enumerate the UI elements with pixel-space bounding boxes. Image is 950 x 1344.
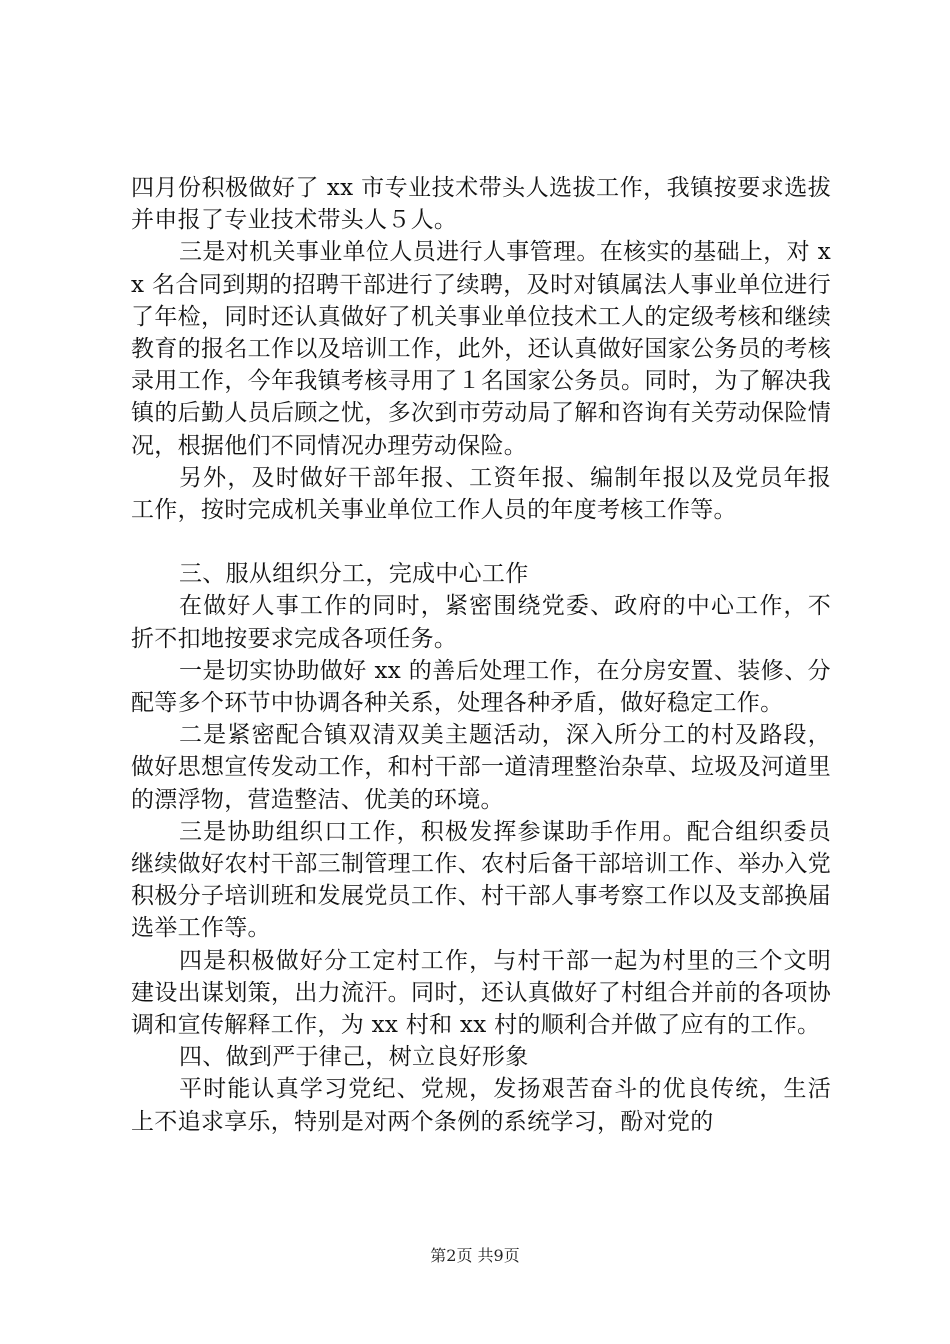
paragraph-9: 平时能认真学习党纪、党规，发扬艰苦奋斗的优良传统，生活上不追求享乐，特别是对两个条例的系统学习，酚对党的 — [131, 1076, 831, 1135]
paragraph-4: 在做好人事工作的同时，紧密围绕党委、政府的中心工作，不折不扣地按要求完成各项任务。 — [131, 593, 831, 652]
paragraph-1: 四月份积极做好了 xx 市专业技术带头人选拔工作，我镇按要求选拔并申报了专业技术带头人５人。 — [131, 175, 831, 234]
paragraph-8: 四是积极做好分工定村工作，与村干部一起为村里的三个文明建设出谋划策，出力流汗。同时，还认真做好了村组合并前的各项协调和宣传解释工作，为 xx 村和 xx 村的顺利合并做了应有的工作。 — [131, 947, 831, 1039]
section-heading-4: 四、做到严于律己，树立良好形象 — [179, 1044, 529, 1071]
page-number-footer: 第2页 共9页 — [430, 1246, 520, 1265]
paragraph-3: 另外，及时做好干部年报、工资年报、编制年报以及党员年报工作，按时完成机关事业单位工作人员的年度考核工作等。 — [131, 464, 831, 524]
paragraph-6: 二是紧密配合镇双清双美主题活动，深入所分工的村及路段，做好思想宣传发动工作，和村干部一道清理整治杂草、垃圾及河道里的漂浮物，营造整洁、优美的环境。 — [131, 722, 831, 813]
document-body — [131, 172, 831, 1138]
section-heading-3: 三、服从组织分工，完成中心工作 — [179, 561, 529, 588]
section-gap — [131, 526, 831, 558]
paragraph-2: 三是对机关事业单位人员进行人事管理。在核实的基础上，对 xx 名合同到期的招聘干部进行了续聘，及时对镇属法人事业单位进行了年检，同时还认真做好了机关事业单位技术工人的定级考核和继续教育的报名工作以及培训工作，此外，还认真做好国家公务员的考核录用工作，今年我镇考核寻用了１名国家公务员。同时，为了解决我镇的后勤人员后顾之忧，多次到市劳动局了解和咨询有关劳动保险情况，根据他们不同情况办理劳动保险。 — [131, 239, 831, 459]
paragraph-5: 一是切实协助做好 xx 的善后处理工作，在分房安置、装修、分配等多个环节中协调各种关系，处理各种矛盾，做好稳定工作。 — [131, 657, 831, 717]
paragraph-7: 三是协助组织口工作，积极发挥参谋助手作用。配合组织委员继续做好农村干部三制管理工作、农村后备干部培训工作、举办入党积极分子培训班和发展党员工作、村干部人事考察工作以及支部换届选举工作等。 — [131, 818, 831, 942]
